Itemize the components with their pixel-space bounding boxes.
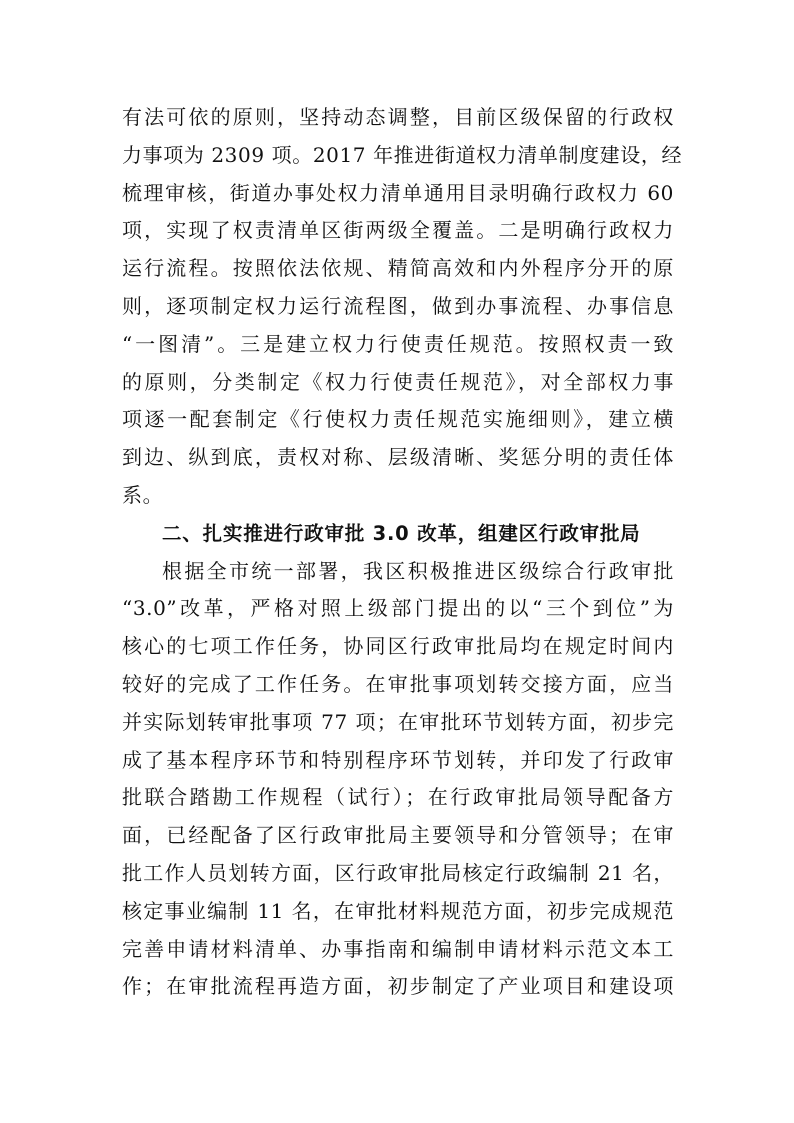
text-line: 批工作人员划转方面，区行政审批局核定行政编制 21 名， — [122, 860, 674, 885]
text-line: 较好的完成了工作任务。在审批事项划转交接方面，应当 — [122, 671, 674, 696]
document-body — [122, 99, 683, 1006]
text-line: 并实际划转审批事项 77 项；在审批环节划转方面，初步完 — [122, 709, 674, 734]
paragraph — [122, 553, 674, 1007]
section-heading: 二、扎实推进行政审批 3.0 改革，组建区行政审批局 — [162, 521, 641, 545]
text-line: 批联合踏勘工作规程（试行）；在行政审批局领导配备方 — [122, 785, 674, 810]
text-line: “3.0”改革，严格对照上级部门提出的以“三个到位”为 — [122, 596, 674, 621]
text-line: 的原则，分类制定《权力行使责任规范》，对全部权力事 — [122, 369, 674, 394]
text-line: 到边、纵到底，责权对称、层级清晰、奖惩分明的责任体 — [122, 445, 674, 470]
text-line: 项，实现了权责清单区街两级全覆盖。二是明确行政权力 — [122, 218, 674, 243]
text-line: “一图清”。三是建立权力行使责任规范。按照权责一致 — [122, 331, 674, 356]
text-line: 完善申请材料清单、办事指南和编制申请材料示范文本工 — [122, 936, 674, 961]
text-line: 力事项为 2309 项。2017 年推进街道权力清单制度建设，经 — [122, 142, 683, 167]
text-line: 面，已经配备了区行政审批局主要领导和分管领导；在审 — [122, 823, 674, 848]
text-line: 成了基本程序环节和特别程序环节划转，并印发了行政审 — [122, 747, 674, 772]
text-line: 根据全市统一部署，我区积极推进区级综合行政审批 — [162, 558, 674, 583]
text-line: 有法可依的原则，坚持动态调整，目前区级保留的行政权 — [122, 105, 674, 129]
text-line: 则，逐项制定权力运行流程图，做到办事流程、办事信息 — [122, 293, 674, 318]
text-line: 系。 — [122, 482, 164, 507]
text-line: 作；在审批流程再造方面，初步制定了产业项目和建设项 — [122, 974, 674, 999]
text-line: 项逐一配套制定《行使权力责任规范实施细则》，建立横 — [122, 407, 674, 432]
paragraph-continued — [122, 99, 683, 515]
text-line: 核定事业编制 11 名，在审批材料规范方面，初步完成规范 — [122, 898, 674, 923]
text-line: 核心的七项工作任务，协同区行政审批局均在规定时间内 — [122, 634, 674, 659]
text-line: 运行流程。按照依法依规、精简高效和内外程序分开的原 — [122, 256, 674, 281]
text-line: 梳理审核，街道办事处权力清单通用目录明确行政权力 60 — [122, 180, 674, 205]
